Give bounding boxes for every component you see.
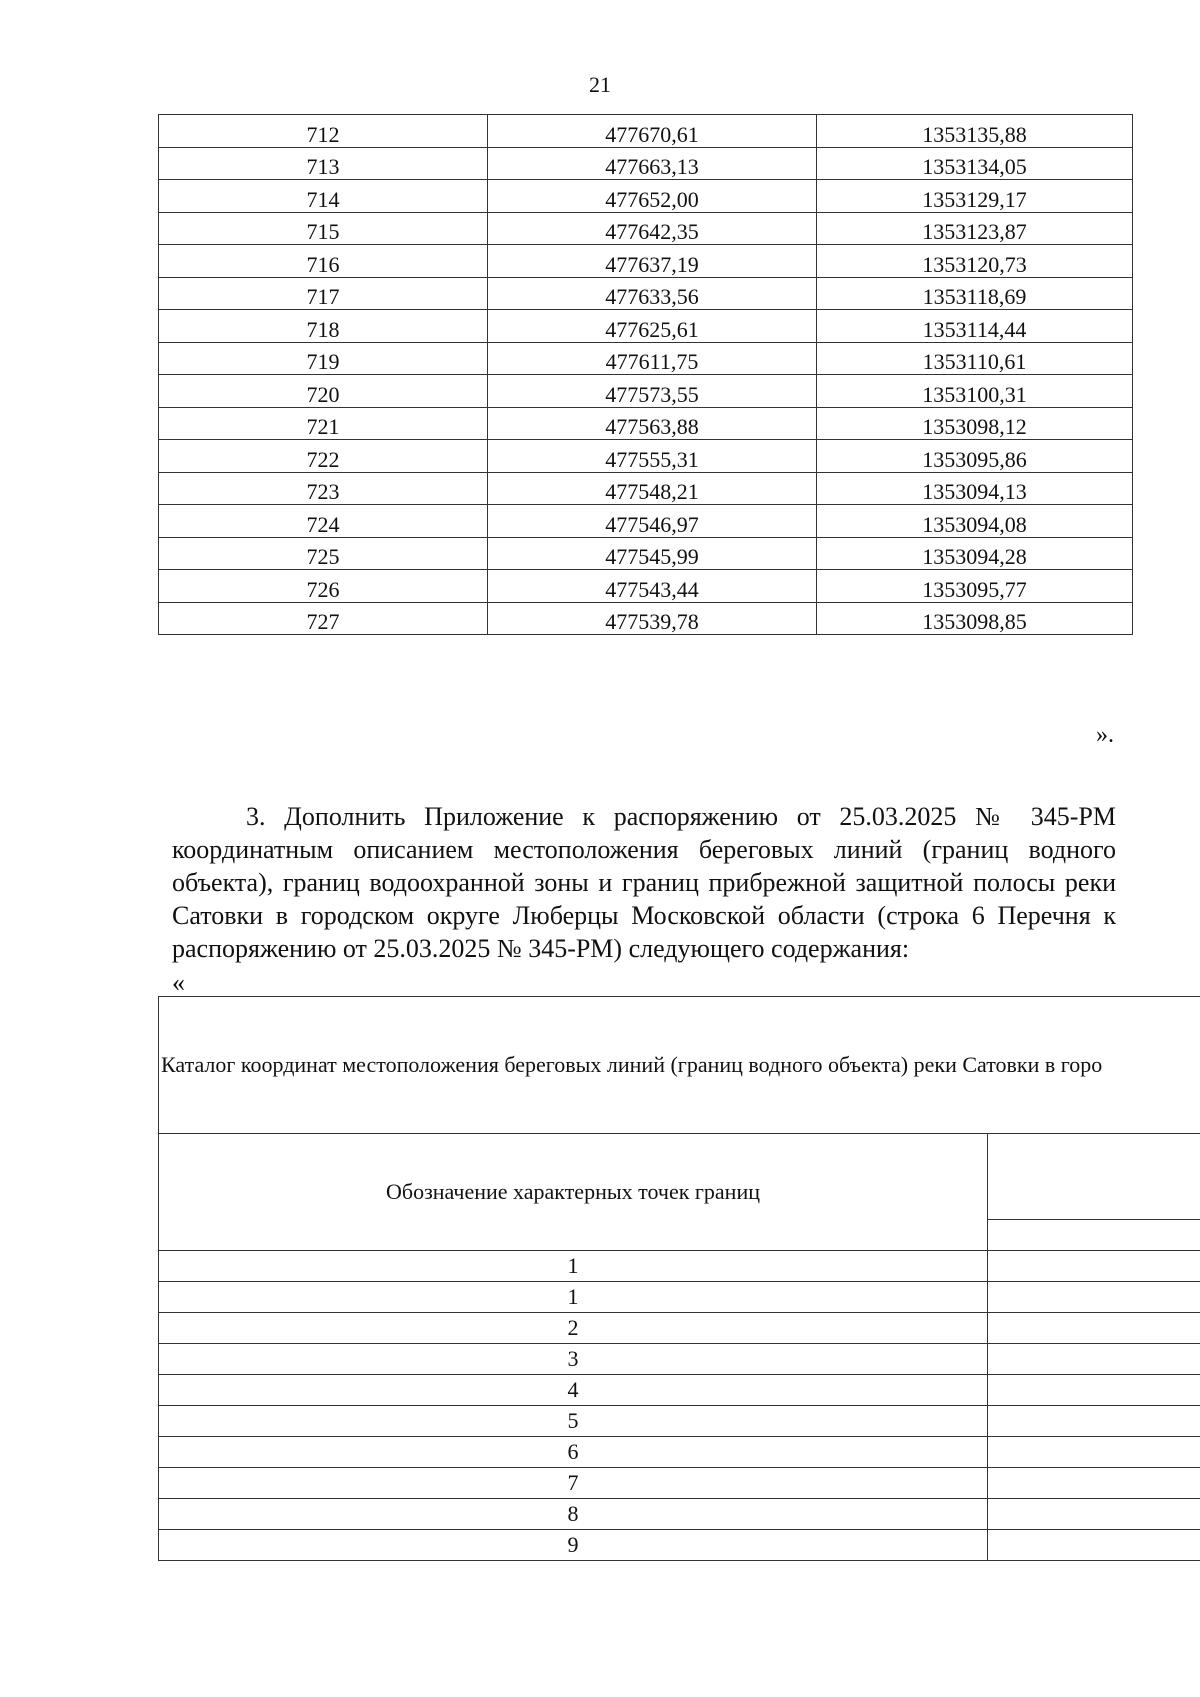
catalog-empty-cell bbox=[988, 1313, 1200, 1344]
catalog-point-cell: 5 bbox=[159, 1406, 988, 1437]
page-number: 21 bbox=[589, 72, 611, 97]
x-coordinate-cell: 477642,35 bbox=[488, 212, 817, 245]
point-number-cell: 712 bbox=[159, 115, 488, 148]
table-row bbox=[159, 1499, 1200, 1530]
point-number-cell: 716 bbox=[159, 245, 488, 278]
catalog-empty-cell bbox=[988, 1282, 1200, 1313]
x-coordinate-cell: 477573,55 bbox=[488, 375, 817, 408]
point-number-cell: 727 bbox=[159, 602, 488, 635]
y-coordinate-cell: 1353098,12 bbox=[817, 407, 1133, 440]
point-number-cell: 715 bbox=[159, 212, 488, 245]
opening-quote: « bbox=[172, 968, 185, 997]
x-coordinate-cell: 477555,31 bbox=[488, 440, 817, 473]
table-row bbox=[159, 1251, 1200, 1282]
catalog-point-cell: 9 bbox=[159, 1530, 988, 1561]
x-coordinate-cell: 477637,19 bbox=[488, 245, 817, 278]
x-coordinate-cell: 477652,00 bbox=[488, 180, 817, 213]
point-number-cell: 726 bbox=[159, 570, 488, 603]
table-row bbox=[159, 1530, 1200, 1561]
catalog-point-cell: 8 bbox=[159, 1499, 988, 1530]
y-coordinate-cell: 1353100,31 bbox=[817, 375, 1133, 408]
catalog-empty-cell bbox=[988, 1530, 1200, 1561]
point-number-cell: 718 bbox=[159, 310, 488, 343]
catalog-point-cell: 7 bbox=[159, 1468, 988, 1499]
table-row bbox=[159, 1344, 1200, 1375]
catalog-header-empty-top bbox=[988, 1134, 1200, 1220]
x-coordinate-cell: 477546,97 bbox=[488, 505, 817, 538]
y-coordinate-cell: 1353094,28 bbox=[817, 537, 1133, 570]
x-coordinate-cell: 477625,61 bbox=[488, 310, 817, 343]
y-coordinate-cell: 1353095,86 bbox=[817, 440, 1133, 473]
catalog-table-body bbox=[159, 997, 1200, 1561]
table-row bbox=[159, 1313, 1200, 1344]
x-coordinate-cell: 477543,44 bbox=[488, 570, 817, 603]
point-number-cell: 725 bbox=[159, 537, 488, 570]
x-coordinate-cell: 477633,56 bbox=[488, 277, 817, 310]
point-number-cell: 721 bbox=[159, 407, 488, 440]
x-coordinate-cell: 477663,13 bbox=[488, 147, 817, 180]
y-coordinate-cell: 1353135,88 bbox=[817, 115, 1133, 148]
closing-quote: ». bbox=[1096, 722, 1114, 748]
catalog-point-cell: 1 bbox=[159, 1282, 988, 1313]
table-row bbox=[159, 1468, 1200, 1499]
catalog-point-cell: 6 bbox=[159, 1437, 988, 1468]
catalog-header-row bbox=[159, 1134, 1200, 1220]
y-coordinate-cell: 1353114,44 bbox=[817, 310, 1133, 343]
point-number-cell: 724 bbox=[159, 505, 488, 538]
y-coordinate-cell: 1353123,87 bbox=[817, 212, 1133, 245]
x-coordinate-cell: 477545,99 bbox=[488, 537, 817, 570]
catalog-empty-cell bbox=[988, 1344, 1200, 1375]
catalog-empty-cell bbox=[988, 1468, 1200, 1499]
y-coordinate-cell: 1353129,17 bbox=[817, 180, 1133, 213]
table-row bbox=[159, 1437, 1200, 1468]
catalog-point-cell: 2 bbox=[159, 1313, 988, 1344]
y-coordinate-cell: 1353118,69 bbox=[817, 277, 1133, 310]
x-coordinate-cell: 477611,75 bbox=[488, 342, 817, 375]
catalog-caption: Каталог координат местоположения береговых линий (границ водного объекта) реки Сатовки в горо bbox=[159, 997, 1200, 1134]
catalog-point-cell: 1 bbox=[159, 1251, 988, 1282]
x-coordinate-cell: 477563,88 bbox=[488, 407, 817, 440]
y-coordinate-cell: 1353134,05 bbox=[817, 147, 1133, 180]
catalog-empty-cell bbox=[988, 1406, 1200, 1437]
x-coordinate-cell: 477670,61 bbox=[488, 115, 817, 148]
catalog-empty-cell bbox=[988, 1499, 1200, 1530]
point-number-cell: 722 bbox=[159, 440, 488, 473]
y-coordinate-cell: 1353094,13 bbox=[817, 472, 1133, 505]
point-number-cell: 717 bbox=[159, 277, 488, 310]
catalog-empty-cell bbox=[988, 1251, 1200, 1282]
point-number-cell: 723 bbox=[159, 472, 488, 505]
catalog-caption-row bbox=[159, 997, 1200, 1134]
catalog-table bbox=[158, 996, 1200, 1561]
y-coordinate-cell: 1353094,08 bbox=[817, 505, 1133, 538]
y-coordinate-cell: 1353095,77 bbox=[817, 570, 1133, 603]
table-row bbox=[159, 1282, 1200, 1313]
catalog-column-header: Обозначение характерных точек границ bbox=[159, 1134, 988, 1251]
y-coordinate-cell: 1353120,73 bbox=[817, 245, 1133, 278]
point-number-cell: 719 bbox=[159, 342, 488, 375]
catalog-point-cell: 4 bbox=[159, 1375, 988, 1406]
catalog-empty-cell bbox=[988, 1375, 1200, 1406]
catalog-point-cell: 3 bbox=[159, 1344, 988, 1375]
point-number-cell: 713 bbox=[159, 147, 488, 180]
table-row bbox=[159, 1406, 1200, 1437]
x-coordinate-cell: 477548,21 bbox=[488, 472, 817, 505]
point-number-cell: 714 bbox=[159, 180, 488, 213]
y-coordinate-cell: 1353110,61 bbox=[817, 342, 1133, 375]
y-coordinate-cell: 1353098,85 bbox=[817, 602, 1133, 635]
amendment-paragraph: 3. Дополнить Приложение к распоряжению от 25.03.2025 № 345-РМ координатным описанием местоположения береговых линий (границ водного объекта), границ водоохранной зоны и границ прибрежной защитной полосы реки Сатовки в городском округе Люберцы Московской области (строка 6 Перечня к распоряжению от 25.03.2025 № 345-РМ) следующего содержания: bbox=[172, 802, 1116, 963]
catalog-header-empty-bottom bbox=[988, 1219, 1200, 1250]
x-coordinate-cell: 477539,78 bbox=[488, 602, 817, 635]
catalog-empty-cell bbox=[988, 1437, 1200, 1468]
table-row bbox=[159, 1375, 1200, 1406]
point-number-cell: 720 bbox=[159, 375, 488, 408]
